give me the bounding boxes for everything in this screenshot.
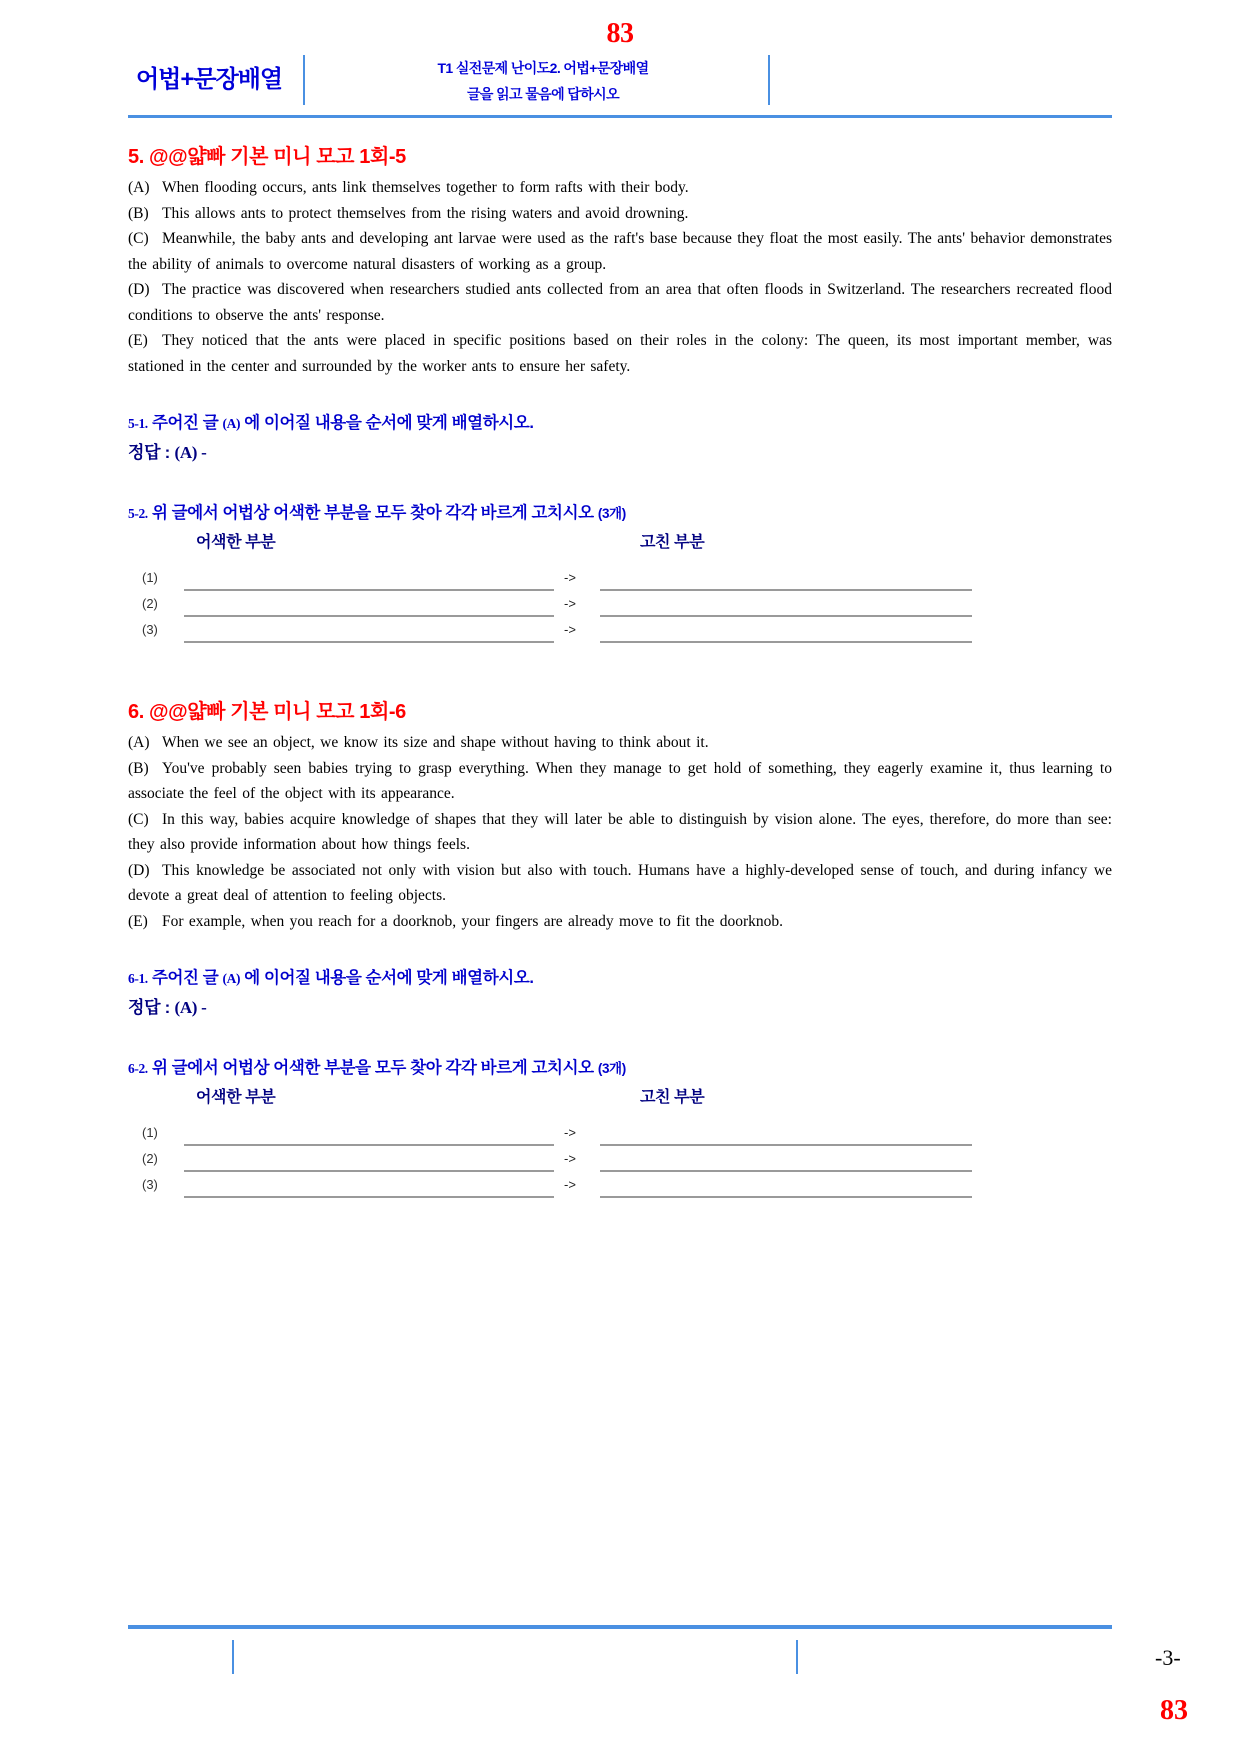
sub-question-5-1 <box>128 409 1112 433</box>
passage-paragraph-d <box>128 277 1112 328</box>
paragraph-tag: (A) <box>128 179 150 196</box>
sub-question-ref: (A) <box>222 971 241 986</box>
sub-question-text: 위 글에서 어법상 어색한 부분을 모두 찾아 각각 바르게 고치시오 <box>151 1059 594 1077</box>
sub-question-number: 5-2. <box>128 506 148 521</box>
header-title-line-2: 글을 읽고 물음에 답하시오 <box>466 86 620 102</box>
sub-question-text-after: 에 이어질 내용을 순서에 맞게 배열하시오. <box>244 414 534 432</box>
paragraph-text: You've probably seen babies trying to grasp everything. When they manage to get hold of something, they eagerly examine it, thus learning to associate the feel of the object with its appearance. <box>128 759 1112 802</box>
passage-paragraph-e <box>128 328 1112 379</box>
sub-question-text-before: 주어진 글 <box>151 969 219 987</box>
top-page-number: 83 <box>606 18 634 49</box>
paragraph-tag: (D) <box>128 861 150 879</box>
answer-value: (A) - <box>174 443 207 462</box>
footer-page-badge: 83 <box>1160 1695 1188 1726</box>
answer-table-headers-5 <box>128 529 1112 555</box>
sub-question-number: 6-1. <box>128 971 148 986</box>
passage-paragraph-b <box>128 201 1112 227</box>
blank-input-incorrect[interactable] <box>184 589 554 591</box>
paragraph-text: They noticed that the ants were placed in specific positions based on their roles in the colony: The queen, its most important member, was stationed in the center and surrounded by the worker ants to ensure her safety. <box>128 332 1112 375</box>
paragraph-text: This allows ants to protect themselves from the rising waters and avoid drowning. <box>162 204 689 222</box>
blank-input-corrected[interactable] <box>600 1170 972 1172</box>
answer-blanks-6 <box>128 1122 1112 1200</box>
arrow-icon: -> <box>564 1151 576 1166</box>
passage-paragraph-e <box>128 909 1112 935</box>
row-index: (1) <box>142 1125 158 1140</box>
paragraph-text: The practice was discovered when researchers studied ants collected from an area that often floods in Switzerland. The researchers recreated flood conditions to observe the ants' response. <box>128 281 1112 324</box>
page-header <box>128 55 1112 113</box>
arrow-icon: -> <box>564 570 576 585</box>
blank-input-incorrect[interactable] <box>184 641 554 643</box>
sub-question-6-2 <box>128 1054 1112 1078</box>
answer-blanks-5 <box>128 567 1112 645</box>
sub-question-text-before: 주어진 글 <box>151 414 219 432</box>
sub-question-ref: (A) <box>222 416 241 431</box>
blank-input-corrected[interactable] <box>600 1144 972 1146</box>
answer-blank-row <box>128 619 1112 645</box>
answer-table-headers-6 <box>128 1084 1112 1110</box>
paragraph-text: When we see an object, we know its size and shape without having to think about it. <box>162 734 709 751</box>
answer-blank-row <box>128 567 1112 593</box>
passage-paragraph-c <box>128 226 1112 277</box>
footer-page-number: -3- <box>1155 1645 1181 1670</box>
blank-input-corrected[interactable] <box>600 1196 972 1198</box>
column-header-incorrect: 어색한 부분 <box>196 1089 276 1106</box>
arrow-icon: -> <box>564 1125 576 1140</box>
paragraph-tag: (C) <box>128 230 149 247</box>
sub-question-6-1 <box>128 964 1112 988</box>
passage-paragraph-c <box>128 807 1112 858</box>
answer-line-5-1[interactable] <box>128 438 1112 463</box>
row-index: (3) <box>142 1177 158 1192</box>
paragraph-tag: (B) <box>128 204 149 222</box>
answer-blank-row <box>128 1148 1112 1174</box>
sub-question-5-2 <box>128 499 1112 523</box>
sub-question-number: 6-2. <box>128 1061 148 1076</box>
question-title-5: 5. @@얇빠 기본 미니 모고 1회-5 <box>128 146 406 168</box>
worksheet-content <box>128 140 1112 1200</box>
question-block-5 <box>128 140 1112 645</box>
answer-label: 정답 : <box>128 998 171 1017</box>
paragraph-text: Meanwhile, the baby ants and developing ant larvae were used as the raft's base because they float the most easily. The ants' behavior demonstrates the ability of animals to overcome natural disasters of working as a group. <box>128 230 1112 273</box>
paragraph-tag: (A) <box>128 734 150 751</box>
column-header-incorrect: 어색한 부분 <box>196 534 276 551</box>
answer-value: (A) - <box>174 998 207 1017</box>
paragraph-tag: (E) <box>128 332 148 349</box>
row-index: (2) <box>142 1151 158 1166</box>
paragraph-tag: (B) <box>128 759 149 777</box>
passage-paragraph-b <box>128 756 1112 807</box>
answer-blank-row <box>128 593 1112 619</box>
arrow-icon: -> <box>564 1177 576 1192</box>
arrow-icon: -> <box>564 622 576 637</box>
sub-question-text: 위 글에서 어법상 어색한 부분을 모두 찾아 각각 바르게 고치시오 <box>151 504 594 522</box>
row-index: (2) <box>142 596 158 611</box>
sub-question-count: (3개) <box>597 506 626 521</box>
sub-question-text-after: 에 이어질 내용을 순서에 맞게 배열하시오. <box>244 969 534 987</box>
blank-input-incorrect[interactable] <box>184 1196 554 1198</box>
answer-line-6-1[interactable] <box>128 993 1112 1018</box>
footer-divider-right <box>796 1640 798 1674</box>
header-rule <box>128 115 1112 118</box>
column-header-corrected: 고친 부분 <box>640 534 705 551</box>
passage-paragraph-a <box>128 730 1112 756</box>
header-title-line-1: T1 실전문제 난이도2. 어법+문장배열 <box>437 60 649 76</box>
paragraph-text: In this way, babies acquire knowledge of shapes that they will later be able to distinguish by vision alone. The eyes, therefore, do more than see: they also provide information about how things feels. <box>128 810 1112 853</box>
answer-blank-row <box>128 1174 1112 1200</box>
paragraph-tag: (C) <box>128 810 149 828</box>
column-header-corrected: 고친 부분 <box>640 1089 705 1106</box>
blank-input-incorrect[interactable] <box>184 615 554 617</box>
paragraph-text: This knowledge be associated not only with vision but also with touch. Humans have a highly-developed sense of touch, and during infancy we devote a great deal of attention to feeling objects. <box>128 861 1112 904</box>
arrow-icon: -> <box>564 596 576 611</box>
answer-blank-row <box>128 1122 1112 1148</box>
blank-input-corrected[interactable] <box>600 641 972 643</box>
question-title-6: 6. @@얇빠 기본 미니 모고 1회-6 <box>128 701 406 723</box>
blank-input-corrected[interactable] <box>600 615 972 617</box>
passage-paragraph-d <box>128 858 1112 909</box>
row-index: (3) <box>142 622 158 637</box>
header-title-block <box>328 55 758 107</box>
sub-question-count: (3개) <box>597 1061 626 1076</box>
row-index: (1) <box>142 570 158 585</box>
blank-input-incorrect[interactable] <box>184 1144 554 1146</box>
sub-question-number: 5-1. <box>128 416 148 431</box>
paragraph-text: For example, when you reach for a doorknob, your fingers are already move to fit the doorknob. <box>162 912 783 930</box>
paragraph-tag: (D) <box>128 281 150 298</box>
footer-divider-left <box>232 1640 234 1674</box>
header-section-label: 어법+문장배열 <box>136 66 283 93</box>
header-divider-right <box>768 55 770 105</box>
header-divider-left <box>303 55 305 105</box>
passage-paragraph-a <box>128 175 1112 201</box>
answer-label: 정답 : <box>128 443 171 462</box>
paragraph-tag: (E) <box>128 912 148 930</box>
footer-rule <box>128 1625 1112 1629</box>
question-block-6 <box>128 695 1112 1200</box>
blank-input-corrected[interactable] <box>600 589 972 591</box>
blank-input-incorrect[interactable] <box>184 1170 554 1172</box>
paragraph-text: When flooding occurs, ants link themselves together to form rafts with their body. <box>162 179 689 196</box>
